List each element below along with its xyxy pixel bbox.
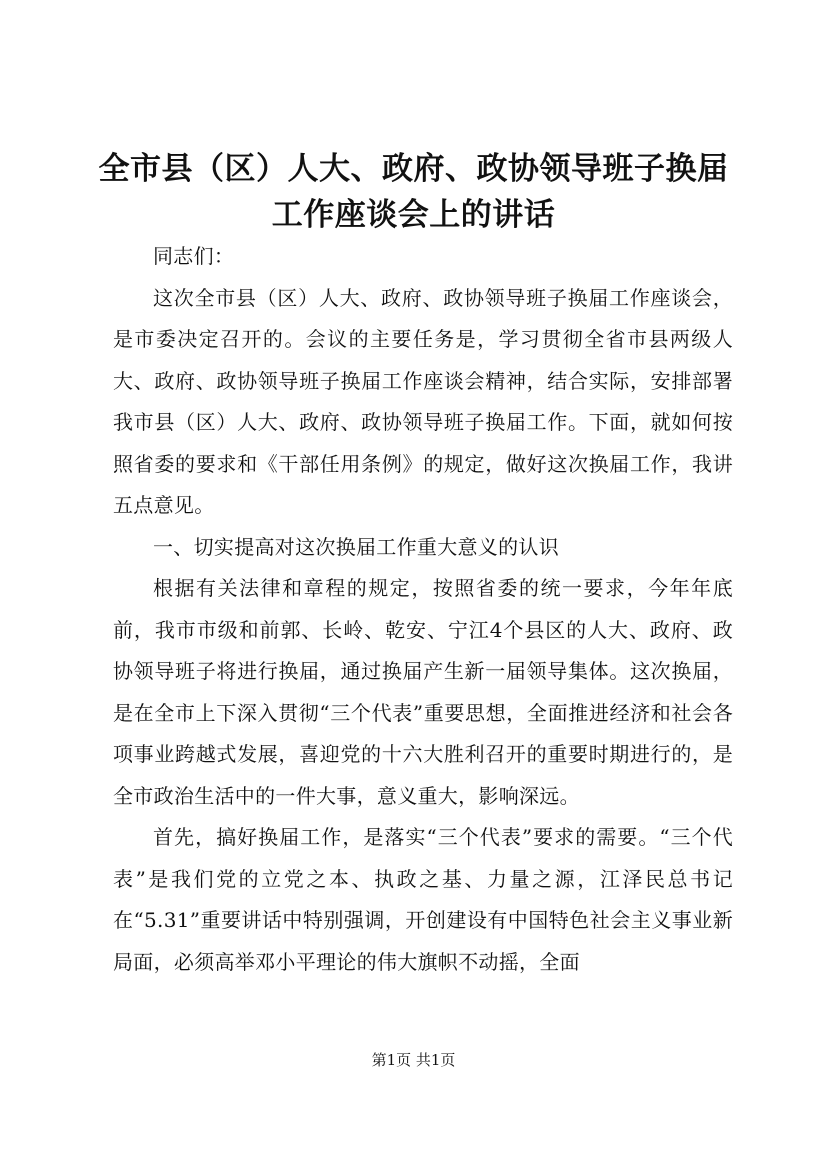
- document-title: [60, 146, 767, 238]
- paragraph-first-point: 首先，搞好换届工作，是落实“三个代表”要求的需要。“三个代表”是我们党的立党之本、执政之基、力量之源，江泽民总书记在“5.31”重要讲话中特别强调，开创建设有中国特色社会主义事业新局面，必须高举邓小平理论的伟大旗帜不动摇，全面: [113, 825, 733, 974]
- salutation: 同志们：: [153, 244, 235, 268]
- paragraph-intro: 这次全市县（区）人大、政府、政协领导班子换届工作座谈会，是市委决定召开的。会议的主要任务是，学习贯彻全省市县两级人大、政府、政协领导班子换届工作座谈会精神，结合实际，安排部署我市县（区）人大、政府、政协领导班子换届工作。下面，就如何按照省委的要求和《干部任用条例》的规定，做好这次换届工作，我讲五点意见。: [113, 285, 733, 517]
- document-body: [113, 236, 733, 983]
- paragraph-section-1: 根据有关法律和章程的规定，按照省委的统一要求，今年年底前，我市市级和前郭、长岭、乾安、宁江4个县区的人大、政府、政协领导班子将进行换届，通过换届产生新一届领导集体。这次换届，是在全市上下深入贯彻“三个代表”重要思想，全面推进经济和社会各项事业跨越式发展，喜迎党的十六大胜利召开的重要时期进行的，是全市政治生活中的一件大事，意义重大，影响深远。: [113, 576, 733, 808]
- section-heading-1: 一、切实提高对这次换届工作重大意义的认识: [153, 534, 559, 559]
- page-footer: 第1页 共1页: [371, 1051, 456, 1069]
- title-line-1: 全市县（区）人大、政府、政协领导班子换届: [98, 151, 729, 187]
- title-line-2: 工作座谈会上的讲话: [271, 197, 556, 233]
